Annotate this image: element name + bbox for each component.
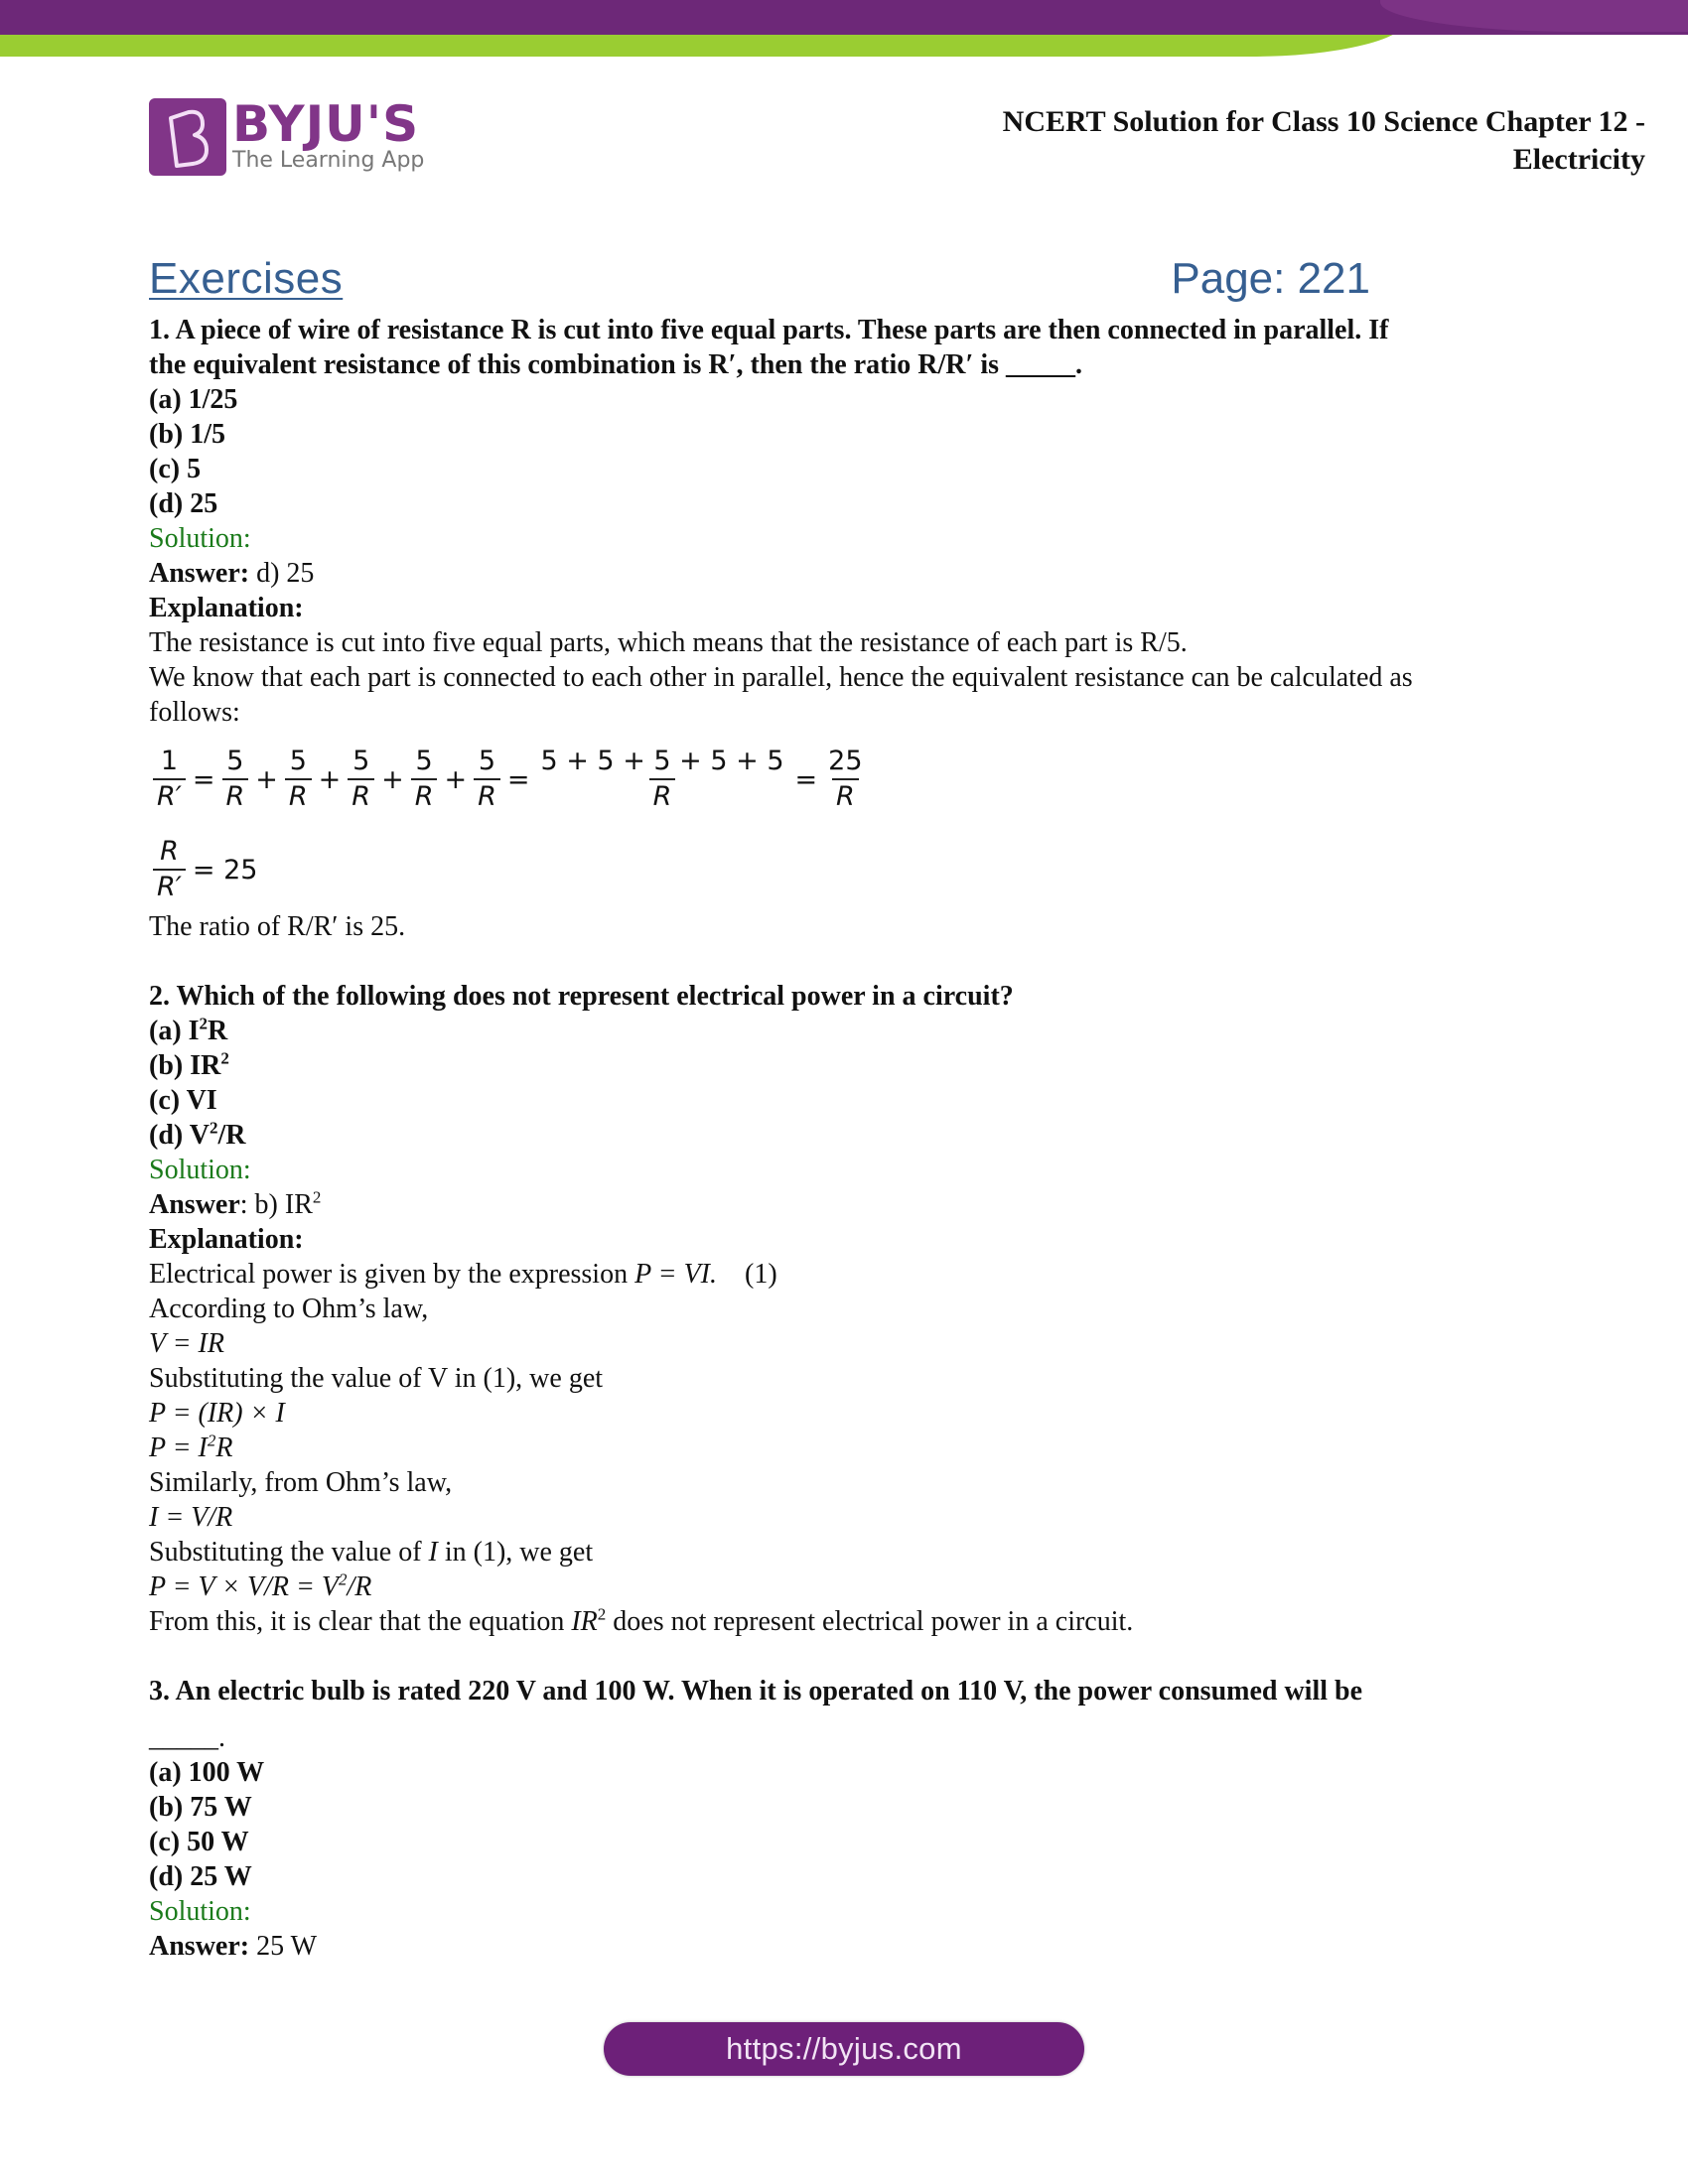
footer-url[interactable]: https://byjus.com bbox=[726, 2031, 962, 2066]
fraction: $\frac{5}{R}$ bbox=[348, 745, 374, 814]
option-d: (d) $V^2/R$ bbox=[149, 1118, 246, 1151]
explanation-line: We know that each part is connected to each other in parallel, hence the equivalent resistance can be calculated as bbox=[149, 662, 1413, 693]
explanation-line: Substituting the value of V in (1), we get bbox=[149, 1363, 604, 1394]
answer-line bbox=[149, 556, 1539, 591]
explanation-line: Similarly, from Ohm’s law, bbox=[149, 1467, 453, 1498]
option-c: (c) 5 bbox=[149, 454, 202, 484]
equation-parallel-resistance: $\frac{1}{R'}$ = $\frac{5}{R}$ + $\frac{5}{R}$ + $\frac{5}{R}$ + $\frac{5}{R}$ + $\frac{5}{R}$ = $\frac{5 + 5 + 5 + 5 + 5}{R}$ = $\frac{25}{R}$ bbox=[149, 735, 1539, 824]
document-body bbox=[149, 313, 1539, 1964]
answer-label: Answer bbox=[149, 1189, 240, 1220]
explanation-line: Electrical power is given by the expression P = VI. (1) bbox=[149, 1259, 777, 1290]
answer-line bbox=[149, 1929, 1539, 1964]
explanation-line: According to Ohm’s law, bbox=[149, 1294, 429, 1324]
question-3 bbox=[149, 1674, 1539, 1964]
document-title-line-2: Electricity bbox=[1512, 143, 1645, 176]
option-a: (a) $I^2R$ bbox=[149, 1014, 228, 1046]
explanation-line: follows: bbox=[149, 697, 240, 728]
q1-conclusion: The ratio of R/R′ is 25. bbox=[149, 911, 406, 942]
option-b: (b) $IR^2$ bbox=[149, 1048, 229, 1081]
footer-website-link[interactable] bbox=[604, 2022, 1084, 2076]
fraction-sum: $\frac{5 + 5 + 5 + 5 + 5}{R}$ bbox=[540, 746, 784, 812]
explanation-equation: P = (IR) × I bbox=[149, 1398, 285, 1429]
explanation-label: Explanation: bbox=[149, 1224, 304, 1255]
explanation-equation: I = V/R bbox=[149, 1502, 233, 1533]
option-a: (a) 1/25 bbox=[149, 384, 238, 415]
question-2-text: 2. Which of the following does not represent electrical power in a circuit? bbox=[149, 981, 1014, 1012]
question-1-text-line-1: 1. A piece of wire of resistance R is cut into five equal parts. These parts are then connected in parallel. If bbox=[149, 315, 1389, 345]
explanation-equation: $P = I^2R$ bbox=[149, 1431, 233, 1463]
question-1 bbox=[149, 313, 1539, 944]
section-title: Exercises bbox=[149, 254, 344, 303]
fraction: $\frac{1}{R'}$ bbox=[153, 745, 186, 814]
brand-tagline: The Learning App bbox=[232, 148, 425, 173]
byjus-b-logo-icon bbox=[149, 98, 226, 176]
explanation-label: Explanation: bbox=[149, 593, 304, 623]
answer-value: : b) IR bbox=[239, 1189, 313, 1220]
explanation-line: Substituting the value of I in (1), we get bbox=[149, 1537, 594, 1568]
document-title-line-1: NCERT Solution for Class 10 Science Chapter 12 - bbox=[1002, 105, 1645, 138]
answer-label: Answer: bbox=[149, 1931, 250, 1962]
option-b: (b) 1/5 bbox=[149, 419, 225, 450]
solution-label: Solution: bbox=[149, 1155, 251, 1185]
solution-label: Solution: bbox=[149, 523, 251, 554]
fraction: $\frac{5}{R}$ bbox=[222, 745, 249, 814]
fraction-result: $\frac{25}{R}$ bbox=[828, 746, 863, 812]
option-c: (c) 50 W bbox=[149, 1827, 249, 1857]
fraction: $\frac{5}{R}$ bbox=[474, 745, 500, 814]
answer-line: Answer: b) $IR^2$ bbox=[149, 1187, 322, 1220]
question-2 bbox=[149, 979, 1539, 1639]
solution-label: Solution: bbox=[149, 1896, 251, 1927]
header-banner bbox=[0, 0, 1688, 69]
answer-value: 25 W bbox=[249, 1931, 318, 1962]
option-b: (b) 75 W bbox=[149, 1792, 252, 1823]
fraction: $\frac{R}{R'}$ bbox=[153, 835, 186, 904]
fraction: $\frac{5}{R}$ bbox=[285, 745, 312, 814]
answer-label: Answer: bbox=[149, 558, 250, 589]
section-heading bbox=[149, 254, 1370, 304]
page-number: Page: 221 bbox=[1171, 254, 1370, 303]
brand-name: BYJU'S bbox=[232, 95, 420, 153]
document-title bbox=[1003, 103, 1645, 179]
explanation-equation: $P = V \times V/R = V^2/R$ bbox=[149, 1570, 372, 1602]
byjus-logo bbox=[149, 97, 424, 177]
equation-ratio: $\frac{R}{R'}$ = 25 bbox=[149, 830, 1539, 909]
question-3-text-line-2: _____. bbox=[149, 1722, 225, 1753]
explanation-line: From this, it is clear that the equation $IR^2$ does not represent electrical power in a circuit. bbox=[149, 1604, 1134, 1637]
answer-value: d) 25 bbox=[249, 558, 315, 589]
explanation-line: The resistance is cut into five equal parts, which means that the resistance of each part is R/5. bbox=[149, 627, 1188, 658]
question-1-text-line-2: the equivalent resistance of this combination is R′, then the ratio R/R′ is _____. bbox=[149, 349, 1082, 380]
fraction: $\frac{5}{R}$ bbox=[411, 745, 438, 814]
option-d: (d) 25 bbox=[149, 488, 218, 519]
question-3-text-line-1: 3. An electric bulb is rated 220 V and 100 W. When it is operated on 110 V, the power consumed will be bbox=[149, 1676, 1363, 1706]
option-c: (c) VI bbox=[149, 1085, 217, 1116]
explanation-equation: V = IR bbox=[149, 1328, 224, 1359]
option-d: (d) 25 W bbox=[149, 1861, 252, 1892]
option-a: (a) 100 W bbox=[149, 1757, 265, 1788]
